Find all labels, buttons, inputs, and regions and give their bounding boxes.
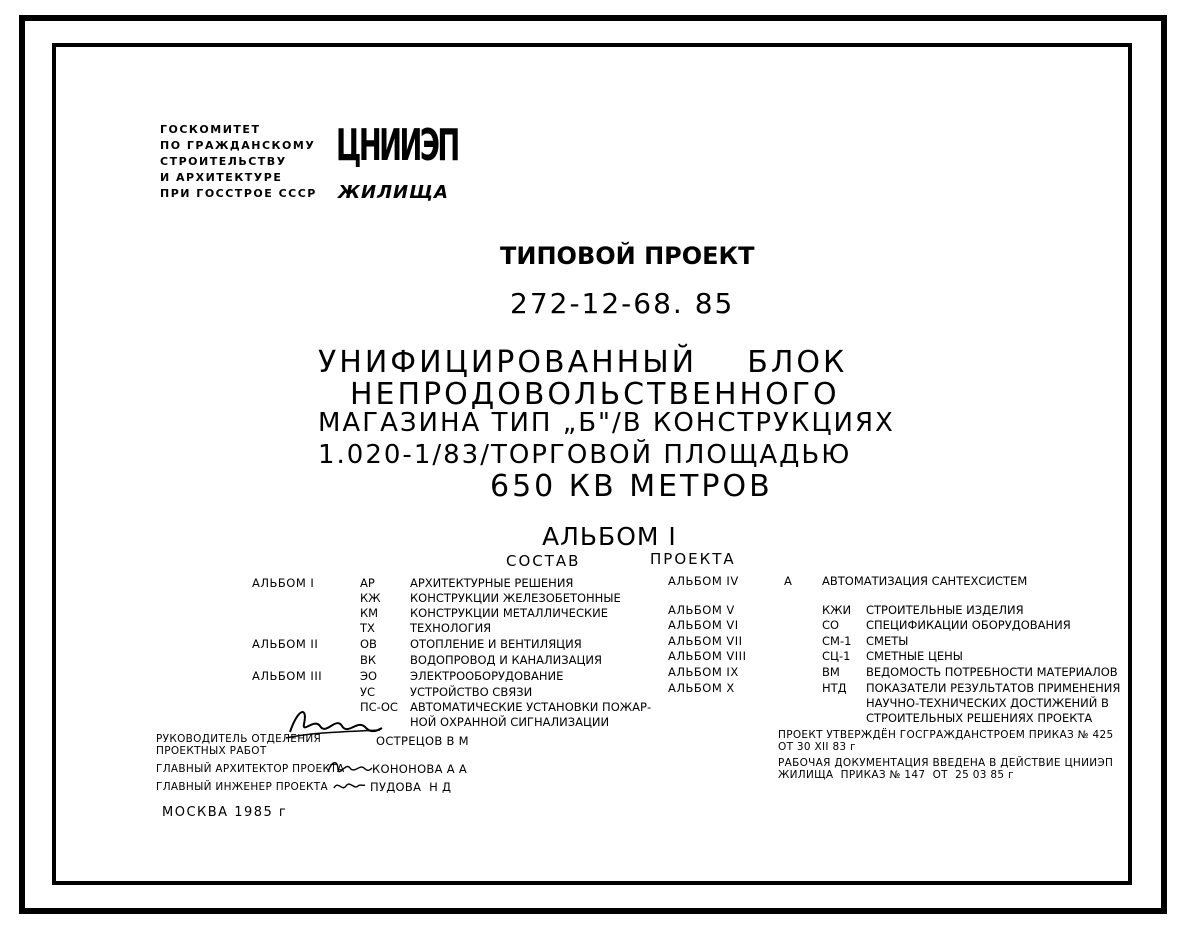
- org-line-1: ГОСКОМИТЕТ: [160, 123, 261, 136]
- list-item-album: АЛЬБОМ VIII: [668, 649, 747, 663]
- list-item-code: ПС-ОС: [360, 700, 398, 714]
- list-item-code: ВК: [360, 653, 377, 667]
- list-item-code: НТД: [822, 681, 847, 695]
- tsniiep-logo: [336, 120, 458, 204]
- list-item-code: ВМ: [822, 665, 840, 679]
- list-item-desc: УСТРОЙСТВО СВЯЗИ: [410, 685, 533, 699]
- org-line-2: ПО ГРАЖДАНСКОМУ: [160, 139, 316, 152]
- project-type-title: ТИПОВОЙ ПРОЕКТ: [500, 242, 755, 270]
- approval-line-2: ОТ 30 XII 83 г: [778, 741, 856, 753]
- signature-head: [284, 702, 384, 748]
- list-item-desc: ВЕДОМОСТЬ ПОТРЕБНОСТИ МАТЕРИАЛОВ: [866, 665, 1118, 679]
- list-item-album: АЛЬБОМ VII: [668, 634, 743, 648]
- project-name-line-1: УНИФИЦИРОВАННЫЙ БЛОК: [318, 345, 848, 380]
- project-name-line-5: 650 КВ МЕТРОВ: [490, 469, 773, 504]
- architect-name: КОНОНОВА А А: [372, 762, 468, 776]
- composition-heading-left: СОСТАВ: [506, 552, 581, 570]
- list-item-desc: ОТОПЛЕНИЕ И ВЕНТИЛЯЦИЯ: [410, 637, 582, 651]
- list-item-desc: АРХИТЕКТУРНЫЕ РЕШЕНИЯ: [410, 576, 574, 590]
- list-item-album: АЛЬБОМ II: [252, 637, 319, 651]
- list-item-album: АЛЬБОМ III: [252, 669, 323, 683]
- architect-role: ГЛАВНЫЙ АРХИТЕКТОР ПРОЕКТА: [156, 763, 345, 775]
- list-item-desc: НАУЧНО-ТЕХНИЧЕСКИХ ДОСТИЖЕНИЙ В: [866, 696, 1109, 710]
- list-item-code: СМ-1: [822, 634, 852, 648]
- org-line-4: И АРХИТЕКТУРЕ: [160, 171, 283, 184]
- list-item-code: КЖИ: [822, 603, 852, 617]
- list-item-code: А: [784, 574, 792, 588]
- engineer-role: ГЛАВНЫЙ ИНЖЕНЕР ПРОЕКТА: [156, 781, 329, 793]
- list-item-desc: АВТОМАТИЧЕСКИЕ УСТАНОВКИ ПОЖАР-: [410, 700, 652, 714]
- list-item-desc: СТРОИТЕЛЬНЫХ РЕШЕНИЯХ ПРОЕКТА: [866, 711, 1093, 725]
- list-item-desc: НОЙ ОХРАННОЙ СИГНАЛИЗАЦИИ: [410, 715, 610, 729]
- list-item-code: СЦ-1: [822, 649, 851, 663]
- project-name-line-2: НЕПРОДОВОЛЬСТВЕННОГО: [350, 377, 840, 412]
- signature-architect: [326, 756, 374, 778]
- album-title: АЛЬБОМ I: [542, 522, 677, 551]
- project-number: 272-12-68. 85: [510, 287, 735, 320]
- approval-line-3: РАБОЧАЯ ДОКУМЕНТАЦИЯ ВВЕДЕНА В ДЕЙСТВИЕ ЦНИИЭП: [778, 757, 1114, 769]
- list-item-album: АЛЬБОМ X: [668, 681, 735, 695]
- project-name-line-3: МАГАЗИНА ТИП „Б"/В КОНСТРУКЦИЯХ: [318, 408, 895, 438]
- head-role-line-2: ПРОЕКТНЫХ РАБОТ: [156, 745, 267, 757]
- head-name: ОСТРЕЦОВ В М: [376, 734, 469, 748]
- list-item-desc: ЭЛЕКТРООБОРУДОВАНИЕ: [410, 669, 564, 683]
- logo-bottom-text: ЖИЛИЩА: [338, 182, 449, 203]
- project-name-line-4: 1.020-1/83/ТОРГОВОЙ ПЛОЩАДЬЮ: [318, 440, 852, 470]
- list-item-code: ЭО: [360, 669, 378, 683]
- org-line-5: ПРИ ГОССТРОЕ СССР: [160, 187, 317, 200]
- list-item-desc: СТРОИТЕЛЬНЫЕ ИЗДЕЛИЯ: [866, 603, 1024, 617]
- engineer-name: ПУДОВА Н Д: [370, 780, 452, 794]
- head-role-line-1: РУКОВОДИТЕЛЬ ОТДЕЛЕНИЯ: [156, 733, 322, 745]
- list-item-desc: СПЕЦИФИКАЦИИ ОБОРУДОВАНИЯ: [866, 618, 1071, 632]
- approval-line-4: ЖИЛИЩА ПРИКАЗ № 147 ОТ 25 03 85 г: [778, 769, 1014, 781]
- list-item-code: КЖ: [360, 591, 381, 605]
- list-item-code: ТХ: [360, 621, 375, 635]
- list-item-desc: ТЕХНОЛОГИЯ: [410, 621, 492, 635]
- signature-engineer: [332, 778, 366, 794]
- list-item-code: ОВ: [360, 637, 377, 651]
- list-item-album: АЛЬБОМ VI: [668, 618, 739, 632]
- list-item-album: АЛЬБОМ V: [668, 603, 735, 617]
- list-item-desc: СМЕТНЫЕ ЦЕНЫ: [866, 649, 963, 663]
- city-year: МОСКВА 1985 г: [162, 805, 288, 820]
- list-item-code: КМ: [360, 606, 379, 620]
- org-line-3: СТРОИТЕЛЬСТВУ: [160, 155, 287, 168]
- list-item-desc: КОНСТРУКЦИИ МЕТАЛЛИЧЕСКИЕ: [410, 606, 609, 620]
- list-item-desc: ВОДОПРОВОД И КАНАЛИЗАЦИЯ: [410, 653, 603, 667]
- logo-top-text: ЦНИИЭП: [336, 120, 458, 171]
- list-item-desc: СМЕТЫ: [866, 634, 909, 648]
- list-item-album: АЛЬБОМ IX: [668, 665, 739, 679]
- list-item-code: УС: [360, 685, 376, 699]
- list-item-album: АЛЬБОМ IV: [668, 574, 739, 588]
- list-item-desc: ПОКАЗАТЕЛИ РЕЗУЛЬТАТОВ ПРИМЕНЕНИЯ: [866, 681, 1121, 695]
- list-item-album: АЛЬБОМ I: [252, 576, 315, 590]
- composition-heading-right: ПРОЕКТА: [650, 550, 736, 568]
- list-item-desc: КОНСТРУКЦИИ ЖЕЛЕЗОБЕТОННЫЕ: [410, 591, 621, 605]
- list-item-desc: АВТОМАТИЗАЦИЯ САНТЕХСИСТЕМ: [822, 574, 1028, 588]
- approval-line-1: ПРОЕКТ УТВЕРЖДЁН ГОСГРАЖДАНСТРОЕМ ПРИКАЗ № 425: [778, 729, 1114, 741]
- list-item-code: СО: [822, 618, 840, 632]
- list-item-code: АР: [360, 576, 375, 590]
